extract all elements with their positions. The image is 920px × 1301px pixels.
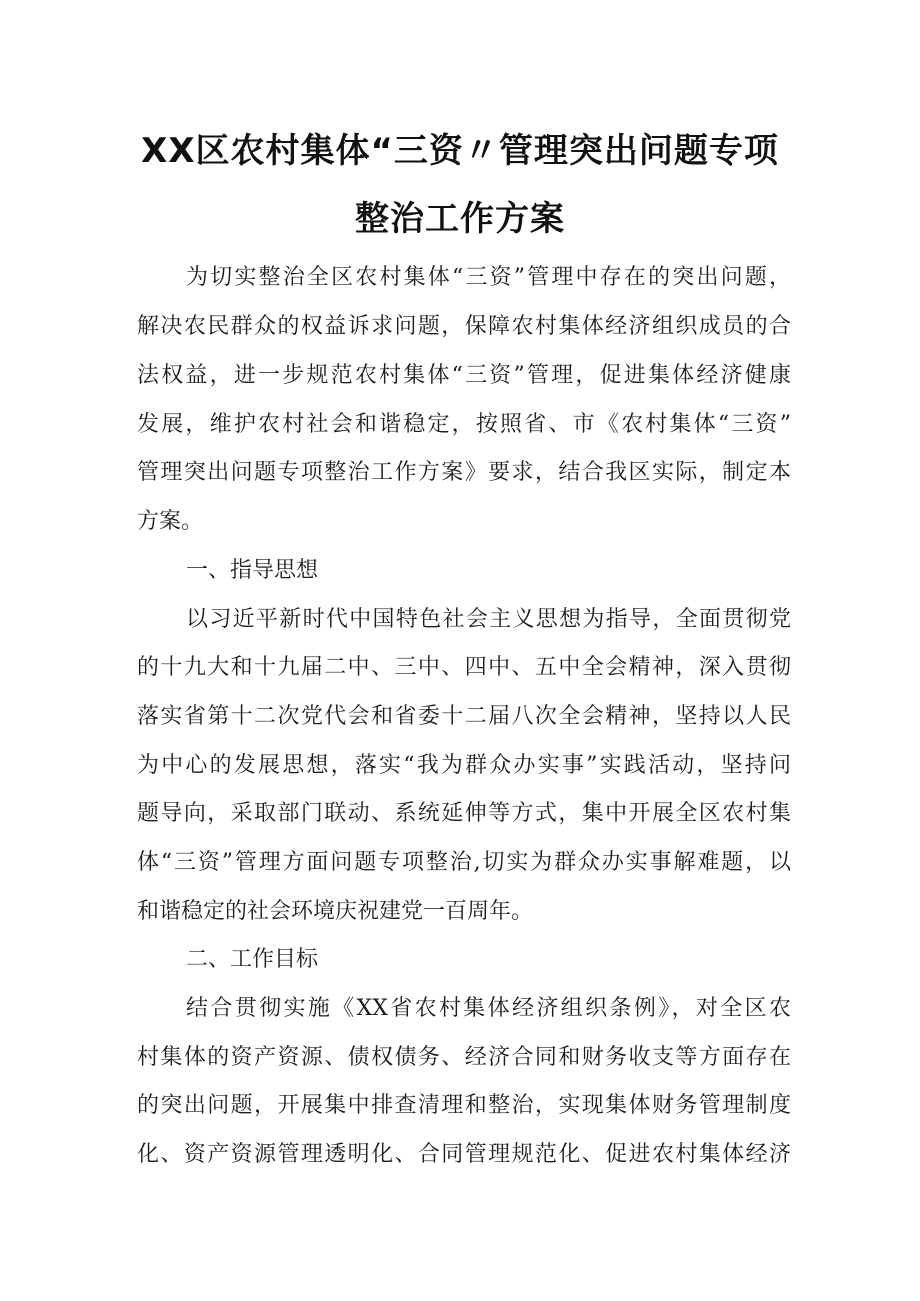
document-title-line-1: XX区农村集体“三资〃管理突出问题专项 [141,131,779,171]
paragraph-line: 以习近平新时代中国特色社会主义思想为指导，全面贯彻党 [186,607,791,632]
section-heading: 一、指导思想 [186,558,319,583]
document-title-line-2: 整治工作方案 [355,199,565,239]
paragraph-line: 方案。 [137,509,204,534]
paragraph-line: 解决农民群众的权益诉求问题，保障农村集体经济组织成员的合 [137,314,791,339]
paragraph-line: 落实省第十二次党代会和省委十二届八次全会精神，坚持以人民 [137,704,791,729]
paragraph-line: 结合贯彻实施《XX省农村集体经济组织条例》，对全区农 [186,996,791,1021]
paragraph-line: 的十九大和十九届二中、三中、四中、五中全会精神，深入贯彻 [137,655,791,680]
section-heading: 二、工作目标 [186,947,319,972]
paragraph-line: 为中心的发展思想，落实“我为群众办实事”实践活动，坚持问 [137,753,791,778]
paragraph-line: 体“三资”管理方面问题专项整治,切实为群众办实事解难题，以 [137,850,791,875]
paragraph-line: 村集体的资产资源、债权债务、经济合同和财务收支等方面存在 [137,1045,791,1070]
paragraph-line: 和谐稳定的社会环境庆祝建党一百周年。 [137,899,534,924]
paragraph-line: 题导向，采取部门联动、系统延伸等方式，集中开展全区农村集 [137,801,791,826]
paragraph-line: 法权益，进一步规范农村集体“三资”管理，促进集体经济健康 [137,363,791,388]
paragraph-line: 发展，维护农村社会和谐稳定，按照省、市《农村集体“三资” [137,412,791,437]
paragraph-line: 化、资产资源管理透明化、合同管理规范化、促进农村集体经济 [137,1142,791,1167]
paragraph-line: 的突出问题，开展集中排查清理和整治，实现集体财务管理制度 [137,1093,791,1118]
paragraph-line: 为切实整治全区农村集体“三资”管理中存在的突出问题， [186,265,791,290]
paragraph-line: 管理突出问题专项整治工作方案》要求，结合我区实际，制定本 [137,460,791,485]
